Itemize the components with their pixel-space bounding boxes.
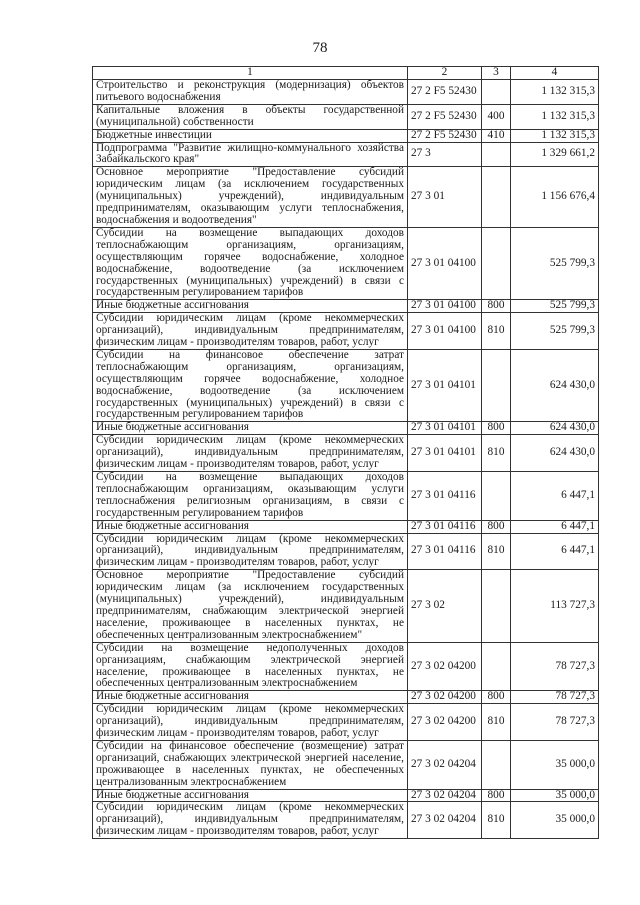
row-name-cell: Иные бюджетные ассигнования [93, 789, 408, 802]
row-code-cell: 27 3 01 04100 [408, 313, 482, 350]
table-row [93, 104, 599, 129]
row-sum-cell: 1 132 315,3 [511, 104, 599, 129]
row-sum-cell: 1 329 661,2 [511, 142, 599, 167]
row-expense-type-cell: 810 [482, 313, 511, 350]
row-name-cell: Субсидии юридическим лицам (кроме некоммерческих организаций), индивидуальным предпринимателям, физическим лицам - производителям товаров, работ, услуг [93, 704, 408, 741]
row-name-cell: Субсидии юридическим лицам (кроме некоммерческих организаций), индивидуальным предпринимателям, физическим лицам - производителям товаров, работ, услуг [93, 533, 408, 570]
row-name-cell: Иные бюджетные ассигнования [93, 520, 408, 533]
row-name-cell: Основное мероприятие "Предоставление субсидий юридическим лицам (за исключением государственных (муниципальных) учреждений), индивидуальным предпринимателям, снабжающим электрической энергией население, проживающее в населенных пунктах, не обеспеченных централизованным электроснабжением" [93, 570, 408, 642]
row-name-cell: Иные бюджетные ассигнования [93, 300, 408, 313]
row-expense-type-cell: 410 [482, 129, 511, 142]
table-row [93, 167, 599, 228]
row-expense-type-cell [482, 80, 511, 105]
row-code-cell: 27 3 01 04101 [408, 422, 482, 435]
row-expense-type-cell: 810 [482, 802, 511, 839]
row-code-cell: 27 3 01 04100 [408, 227, 482, 299]
table-row [93, 533, 599, 570]
row-expense-type-cell: 800 [482, 691, 511, 704]
table-row [93, 691, 599, 704]
row-code-cell: 27 3 02 [408, 570, 482, 642]
row-expense-type-cell: 400 [482, 104, 511, 129]
row-name-cell: Субсидии юридическим лицам (кроме некоммерческих организаций), индивидуальным предпринимателям, физическим лицам - производителям товаров, работ, услуг [93, 313, 408, 350]
row-sum-cell: 6 447,1 [511, 533, 599, 570]
row-code-cell: 27 2 F5 52430 [408, 129, 482, 142]
table-row [93, 80, 599, 105]
row-name-cell: Основное мероприятие "Предоставление субсидий юридическим лицам (за исключением государственных (муниципальных) учреждений), индивидуальным предпринимателям, оказывающим услуги теплоснабжения, водоснабжения и водоотведения" [93, 167, 408, 228]
table-row [93, 740, 599, 789]
row-sum-cell: 113 727,3 [511, 570, 599, 642]
row-expense-type-cell [482, 142, 511, 167]
row-code-cell: 27 2 F5 52430 [408, 80, 482, 105]
row-name-cell: Иные бюджетные ассигнования [93, 691, 408, 704]
table-row [93, 129, 599, 142]
row-name-cell: Субсидии юридическим лицам (кроме некоммерческих организаций), индивидуальным предпринимателям, физическим лицам - производителям товаров, работ, услуг [93, 802, 408, 839]
row-sum-cell: 6 447,1 [511, 472, 599, 521]
row-code-cell: 27 3 01 04116 [408, 472, 482, 521]
row-expense-type-cell: 810 [482, 435, 511, 472]
row-name-cell: Подпрограмма "Развитие жилищно-коммунального хозяйства Забайкальского края" [93, 142, 408, 167]
table-row [93, 227, 599, 299]
row-sum-cell: 35 000,0 [511, 740, 599, 789]
row-code-cell: 27 3 02 04204 [408, 740, 482, 789]
row-expense-type-cell [482, 570, 511, 642]
row-code-cell: 27 3 01 04101 [408, 435, 482, 472]
budget-table [92, 66, 599, 839]
column-header-expense-type: 3 [482, 67, 511, 80]
row-name-cell: Субсидии на возмещение выпадающих доходов теплоснабжающим организациям, оказывающим услуги теплоснабжения религиозным организациям, в связи с государственным регулированием тарифов [93, 472, 408, 521]
row-sum-cell: 1 156 676,4 [511, 167, 599, 228]
table-row [93, 300, 599, 313]
table-header-row [93, 67, 599, 80]
row-expense-type-cell [482, 349, 511, 421]
row-sum-cell: 78 727,3 [511, 691, 599, 704]
table-row [93, 704, 599, 741]
table-row [93, 142, 599, 167]
row-name-cell: Иные бюджетные ассигнования [93, 422, 408, 435]
row-name-cell: Бюджетные инвестиции [93, 129, 408, 142]
row-code-cell: 27 3 02 04200 [408, 691, 482, 704]
column-header-code: 2 [408, 67, 482, 80]
row-name-cell: Субсидии на возмещение недополученных доходов организациям, снабжающим электрической энергией население, проживающее в населенных пунктах, не обеспеченных централизованным электроснабжением [93, 642, 408, 691]
row-name-cell: Субсидии на возмещение выпадающих доходов теплоснабжающим организациям, организациям, осуществляющим горячее водоснабжение, холодное водоснабжение, водоотведение (за исключением государственных (муниципальных) учреждений) в связи с государственным регулированием тарифов [93, 227, 408, 299]
row-sum-cell: 525 799,3 [511, 313, 599, 350]
table-row [93, 570, 599, 642]
row-code-cell: 27 3 02 04200 [408, 642, 482, 691]
column-header-sum: 4 [511, 67, 599, 80]
row-sum-cell: 624 430,0 [511, 422, 599, 435]
table-row [93, 472, 599, 521]
row-expense-type-cell: 810 [482, 533, 511, 570]
row-name-cell: Субсидии на финансовое обеспечение затрат теплоснабжающим организациям, организациям, осуществляющим горячее водоснабжение, холодное водоснабжение, водоотведение (за исключением государственных (муниципальных) учреждений) в связи с государственным регулированием тарифов [93, 349, 408, 421]
table-row [93, 520, 599, 533]
row-code-cell: 27 3 01 04100 [408, 300, 482, 313]
row-sum-cell: 525 799,3 [511, 300, 599, 313]
table-row [93, 642, 599, 691]
row-expense-type-cell [482, 642, 511, 691]
row-code-cell: 27 3 02 04204 [408, 802, 482, 839]
row-name-cell: Капитальные вложения в объекты государственной (муниципальной) собственности [93, 104, 408, 129]
page-number: 78 [312, 40, 328, 56]
row-expense-type-cell [482, 167, 511, 228]
row-code-cell: 27 3 01 04101 [408, 349, 482, 421]
row-sum-cell: 624 430,0 [511, 435, 599, 472]
row-expense-type-cell: 810 [482, 704, 511, 741]
row-sum-cell: 1 132 315,3 [511, 80, 599, 105]
row-sum-cell: 6 447,1 [511, 520, 599, 533]
row-sum-cell: 78 727,3 [511, 704, 599, 741]
row-code-cell: 27 3 [408, 142, 482, 167]
table-row [93, 422, 599, 435]
row-expense-type-cell [482, 227, 511, 299]
table-row [93, 313, 599, 350]
row-expense-type-cell [482, 740, 511, 789]
row-sum-cell: 35 000,0 [511, 789, 599, 802]
table-row [93, 435, 599, 472]
row-code-cell: 27 3 02 04200 [408, 704, 482, 741]
row-sum-cell: 525 799,3 [511, 227, 599, 299]
row-sum-cell: 624 430,0 [511, 349, 599, 421]
table-row [93, 802, 599, 839]
row-name-cell: Субсидии юридическим лицам (кроме некоммерческих организаций), индивидуальным предпринимателям, физическим лицам - производителям товаров, работ, услуг [93, 435, 408, 472]
column-header-name: 1 [93, 67, 408, 80]
row-code-cell: 27 2 F5 52430 [408, 104, 482, 129]
table-row [93, 349, 599, 421]
row-code-cell: 27 3 02 04204 [408, 789, 482, 802]
row-sum-cell: 1 132 315,3 [511, 129, 599, 142]
row-sum-cell: 35 000,0 [511, 802, 599, 839]
row-sum-cell: 78 727,3 [511, 642, 599, 691]
row-expense-type-cell: 800 [482, 789, 511, 802]
row-name-cell: Строительство и реконструкция (модернизация) объектов питьевого водоснабжения [93, 80, 408, 105]
row-code-cell: 27 3 01 [408, 167, 482, 228]
row-expense-type-cell: 800 [482, 300, 511, 313]
row-code-cell: 27 3 01 04116 [408, 520, 482, 533]
row-expense-type-cell: 800 [482, 520, 511, 533]
row-expense-type-cell: 800 [482, 422, 511, 435]
row-code-cell: 27 3 01 04116 [408, 533, 482, 570]
table-row [93, 789, 599, 802]
row-expense-type-cell [482, 472, 511, 521]
row-name-cell: Субсидии на финансовое обеспечение (возмещение) затрат организаций, снабжающих электрической энергией население, проживающее в населенных пунктах, не обеспеченных централизованным электроснабжением [93, 740, 408, 789]
